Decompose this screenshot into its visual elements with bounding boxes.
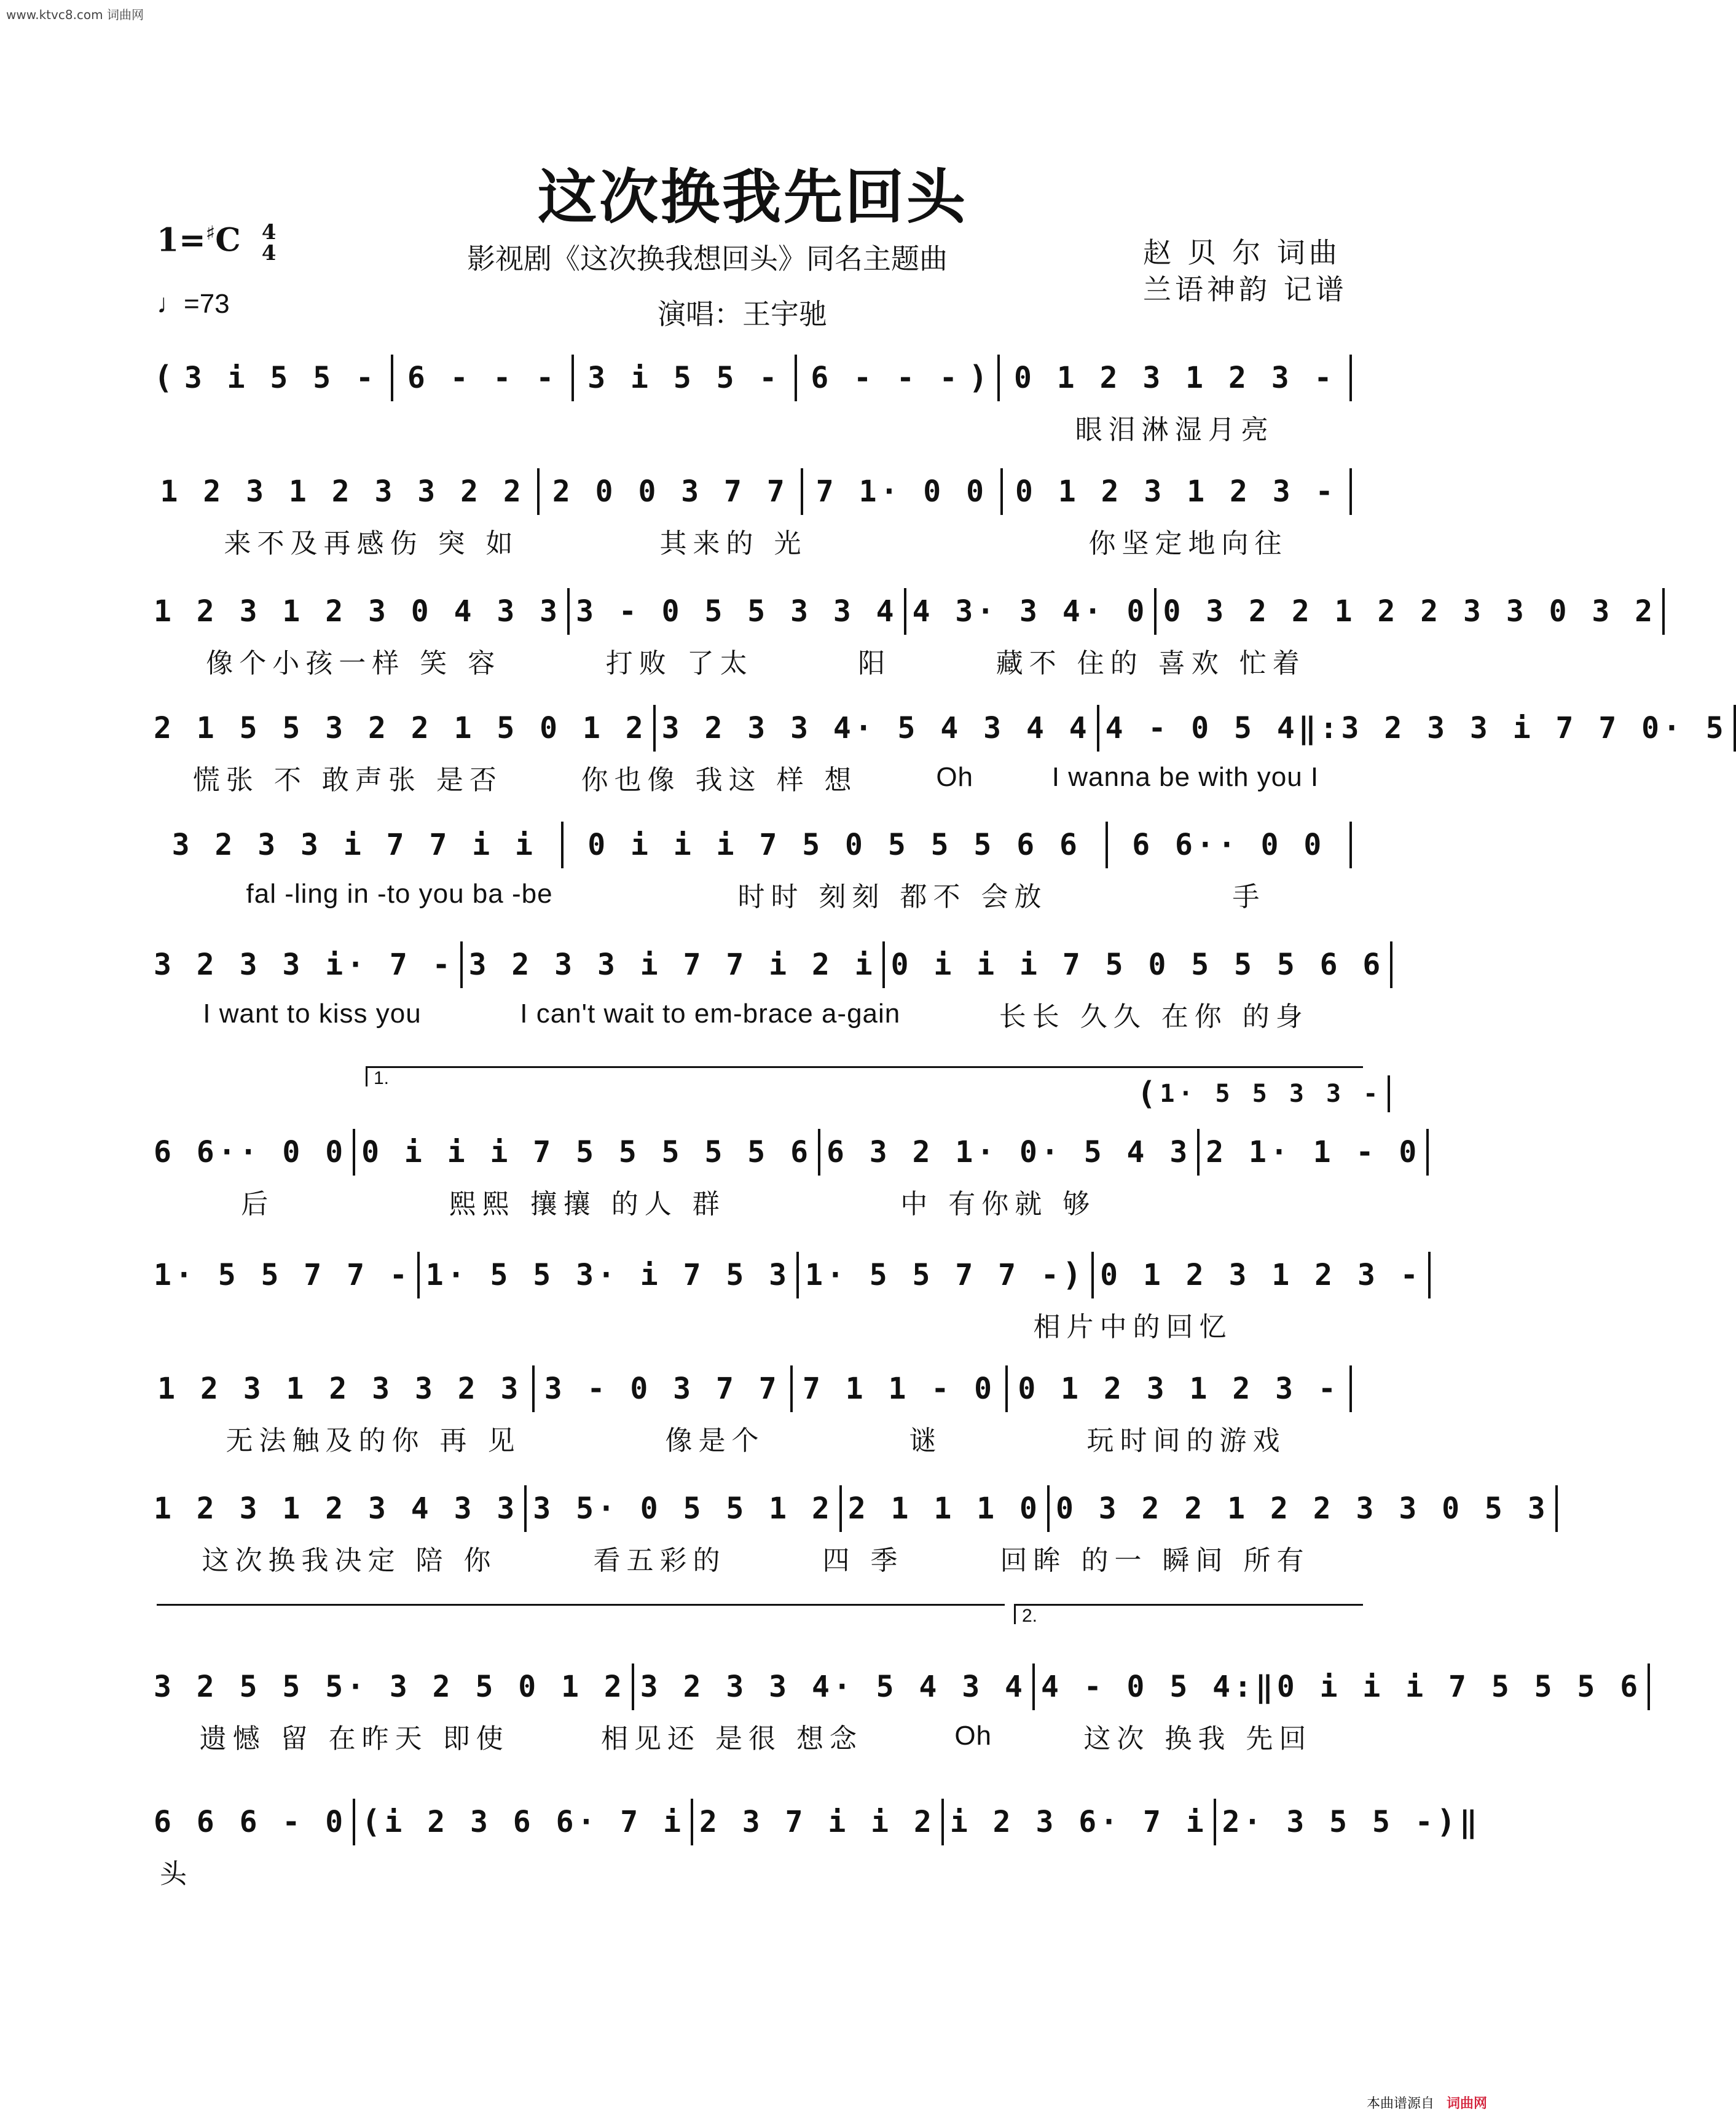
lyrics-row (154, 1714, 1358, 1758)
time-signature-top: 4 (261, 219, 277, 245)
lyric-segment: 四 季 (822, 1545, 904, 1576)
note-group: 6 6·· 0 0 (1132, 828, 1326, 862)
bracket-paren: ( (361, 1804, 385, 1840)
lyrics-row (154, 406, 1358, 449)
note-group: 3 2 3 3 4· 5 4 3 4 4 (661, 711, 1091, 745)
notes-row (154, 464, 1358, 519)
singer-line: 演唱：王宇驰 (658, 297, 827, 331)
barline (537, 468, 540, 515)
barline (353, 1799, 355, 1845)
sharp-sign: ♯ (205, 221, 216, 245)
lyric-segment: 玩时间的游戏 (1086, 1425, 1286, 1456)
barline (653, 705, 656, 752)
lyric-segment: 时时 刻刻 都不 会放 (737, 881, 1048, 913)
notes-row (154, 584, 1657, 639)
notes-row (154, 817, 1358, 873)
lyric-segment: 无法触及的你 再 见 (226, 1425, 521, 1456)
barline (417, 1252, 420, 1298)
note-group: 0 i i i 7 5 0 5 5 5 6 6 (890, 948, 1384, 982)
repeat-start: ‖: (1298, 711, 1341, 745)
note-group: i 2 3 6· 7 i (949, 1805, 1208, 1839)
barline (818, 1129, 820, 1176)
notes-row (154, 350, 1358, 406)
brand-logo: 词曲网 (1446, 2096, 1487, 2111)
score-system (154, 1361, 1358, 1459)
bracket-paren: ( (1137, 1075, 1160, 1112)
barline (882, 941, 885, 988)
barline (691, 1799, 693, 1845)
lyric-segment: 相片中的回忆 (1033, 1311, 1233, 1343)
note-group: 0 3 2 2 1 2 2 3 3 0 3 2 (1163, 594, 1657, 629)
lyric-segment: 这次换我决定 陪 你 (202, 1545, 497, 1576)
note-group: 1 2 3 1 2 3 4 3 3 (154, 1491, 519, 1526)
notes-row (154, 1125, 1421, 1180)
barline (1106, 822, 1108, 868)
lyric-segment: 像个小孩一样 笑 容 (206, 648, 501, 679)
barline (941, 1799, 944, 1845)
footer-source: 本曲谱源自 (1366, 2096, 1434, 2111)
note-group: 0 i i i 7 5 5 5 6 (1276, 1670, 1642, 1704)
note-group: 7 1 1 - 0 (802, 1372, 996, 1406)
barline (1032, 1663, 1035, 1710)
barline (1097, 705, 1099, 752)
barline (391, 355, 393, 401)
lyric-segment: 来不及再感伤 突 如 (224, 528, 519, 559)
barline (524, 1485, 527, 1532)
lyricist-composer-credit: 赵 贝 尔 词曲 (1143, 236, 1341, 269)
transcriber-credit: 兰语神韵 记谱 (1143, 273, 1348, 306)
notes-row (154, 937, 1384, 992)
lyric-segment: 熙熙 攘攘 的人 群 (449, 1188, 726, 1220)
score-system (154, 1659, 1642, 1758)
score-system (154, 464, 1358, 562)
note-group: 4 3· 3 4· 0 (912, 594, 1149, 629)
note-group: 1 2 3 1 2 3 0 4 3 3 (154, 594, 562, 629)
score-system (154, 1075, 1421, 1223)
lyric-segment: I want to kiss you (203, 999, 422, 1029)
barline (1734, 705, 1736, 752)
barline (532, 1365, 535, 1412)
lyric-segment: 像是个 (665, 1425, 765, 1456)
repeat-separator-line (157, 1604, 1005, 1606)
lyric-segment: 慌张 不 敢声张 是否 (192, 764, 503, 796)
note-group: 3 2 3 3 i· 7 - (154, 948, 454, 982)
note-group: 2· 3 5 5 - (1222, 1805, 1437, 1839)
notes-row (154, 701, 1727, 756)
bracket-paren: ) (1062, 1257, 1086, 1294)
time-signature (261, 219, 277, 265)
notes-row (154, 1794, 1481, 1850)
note-group: 2 1 1 1 0 (847, 1491, 1041, 1526)
bracket-paren: ( (154, 359, 177, 396)
note-group: 3 - 0 5 5 3 3 4 (576, 594, 898, 629)
lyrics-row (154, 519, 1358, 562)
note-group: 0 1 2 3 1 2 3 - (1100, 1258, 1422, 1292)
barline (561, 822, 564, 868)
note-group: 0 1 2 3 1 2 3 - (1013, 361, 1336, 395)
note-group: 6 6 6 - 0 (154, 1805, 347, 1839)
lyric-segment: 长长 久久 在你 的身 (999, 1001, 1309, 1032)
barline (801, 468, 803, 515)
barline (1648, 1663, 1650, 1710)
note-group: 3 i 5 5 - (184, 361, 377, 395)
lyric-segment: I can't wait to em-brace a-gain (520, 999, 901, 1029)
lyric-segment: 相见还 是很 想念 (600, 1723, 863, 1754)
note-group: 2 1· 1 - 0 (1206, 1135, 1421, 1169)
tempo-marking: ♩=73 (157, 289, 230, 319)
note-group: 1 2 3 1 2 3 3 2 3 (157, 1372, 522, 1406)
barline (1388, 1075, 1390, 1112)
barline (796, 1252, 799, 1298)
notes-row (154, 1247, 1422, 1303)
lyric-segment: 阳 (858, 648, 892, 679)
barline (1154, 588, 1157, 635)
note-group: 0 i i i 7 5 0 5 5 5 6 6 (587, 828, 1081, 862)
lyric-segment: 眼泪淋湿月亮 (1075, 414, 1275, 446)
note-group: 3 5· 0 5 5 1 2 (533, 1491, 833, 1526)
barline (1390, 941, 1392, 988)
note-group: 4 - 0 5 4 (1040, 1670, 1235, 1704)
barline (571, 355, 574, 401)
site-url[interactable]: www.ktvc8.com 词曲网 (6, 7, 144, 22)
footer-logo[interactable] (1367, 2093, 1487, 2112)
lyric-segment: 你坚定地向往 (1088, 528, 1288, 559)
barline (353, 1129, 355, 1176)
final-barline: ‖ (1459, 1805, 1481, 1839)
note-group: 4 - 0 5 4 (1105, 711, 1298, 745)
note-group: 0 i i i 7 5 5 5 5 5 6 (361, 1135, 812, 1169)
barline (1349, 822, 1352, 868)
bracket-paren: ) (968, 359, 992, 396)
notes-row (154, 1659, 1642, 1714)
note-group: 7 1· 0 0 (815, 474, 988, 509)
note-group: 6 6·· 0 0 (154, 1135, 347, 1169)
note-group: 3 2 3 3 i 7 7 i i (171, 828, 536, 862)
barline (1000, 468, 1003, 515)
lyric-segment: Oh (936, 762, 974, 792)
lyric-segment: 你也像 我这 样 想 (581, 764, 858, 796)
note-group: 3 2 3 3 i 7 7 0· 5 (1341, 711, 1727, 745)
barline (904, 588, 906, 635)
lyrics-row (154, 1850, 1358, 1893)
barline (795, 355, 797, 401)
key-label: 1= (157, 221, 206, 259)
repeat-end: :‖ (1234, 1670, 1277, 1704)
note-group: 3 2 5 5 5· 3 2 5 0 1 2 (154, 1670, 626, 1704)
lyric-segment: 手 (1232, 881, 1266, 913)
lyric-segment: I wanna be with you I (1051, 762, 1319, 792)
score-system (154, 937, 1384, 1035)
score-system (154, 817, 1358, 916)
note-group: 1· 5 5 7 7 - (805, 1258, 1062, 1292)
note-group: 3 2 3 3 4· 5 4 3 4 (640, 1670, 1026, 1704)
note-group: 0 1 2 3 1 2 3 - (1015, 474, 1337, 509)
bracket-paren: ) (1436, 1804, 1459, 1840)
note-group: 0 1 2 3 1 2 3 - (1018, 1372, 1340, 1406)
note-group: 2 1 5 5 3 2 2 1 5 0 1 2 (154, 711, 647, 745)
lyrics-row (154, 1416, 1358, 1459)
barline (1091, 1252, 1094, 1298)
barline (1349, 1365, 1352, 1412)
note-group: 1· 5 5 3· i 7 5 3 (425, 1258, 791, 1292)
lyric-segment: 看五彩的 (593, 1545, 726, 1576)
note-group: 3 - 0 3 7 7 (544, 1372, 780, 1406)
barline (632, 1663, 634, 1710)
lyric-segment: 打败 了太 (605, 648, 753, 679)
lyrics-row (154, 1536, 1358, 1579)
note-group: 2 0 0 3 7 7 (552, 474, 788, 509)
lyric-segment: 遗憾 留 在昨天 即使 (199, 1723, 509, 1754)
barline (790, 1365, 793, 1412)
note-group: 1 2 3 1 2 3 3 2 2 (160, 474, 525, 509)
note-group: 1· 5 5 3 3 - (1160, 1080, 1382, 1108)
score-system (154, 584, 1657, 682)
barline (839, 1485, 842, 1532)
score-system (154, 1794, 1481, 1893)
lyrics-row (154, 1303, 1358, 1346)
barline (1005, 1365, 1008, 1412)
note-group: 6 - - - (811, 361, 961, 395)
lyric-segment: 回眸 的一 瞬间 所有 (1000, 1545, 1310, 1576)
note-group: 1· 5 5 7 7 - (154, 1258, 411, 1292)
note-group: 0 3 2 2 1 2 2 3 3 0 5 3 (1055, 1491, 1549, 1526)
notes-row (154, 1481, 1549, 1536)
score-system (154, 350, 1358, 449)
note-group: 2 3 7 i i 2 (699, 1805, 935, 1839)
barline (1349, 468, 1352, 515)
lyric-segment: fal -ling in -to you ba -be (246, 879, 553, 909)
lyric-segment: 头 (160, 1858, 193, 1890)
score-system (154, 1247, 1422, 1346)
first-ending-bracket: 1. (366, 1066, 1363, 1086)
lyric-segment: 其来的 光 (659, 528, 807, 559)
score-system (154, 1481, 1549, 1579)
song-subtitle: 影视剧《这次换我想回头》同名主题曲 (467, 242, 948, 275)
lyrics-row (154, 873, 1358, 916)
lyric-segment: 中 有你就 够 (900, 1188, 1096, 1220)
barline (460, 941, 463, 988)
lyrics-row (154, 992, 1358, 1035)
barline (1662, 588, 1665, 635)
note-group: 6 3 2 1· 0· 5 4 3 (826, 1135, 1192, 1169)
score-system (154, 701, 1727, 799)
lyrics-row (154, 639, 1358, 682)
notes-row (154, 1361, 1358, 1416)
key-signature (157, 221, 276, 264)
song-title: 这次换我先回头 (538, 162, 968, 232)
note-group: 3 2 3 3 i 7 7 i 2 i (468, 948, 876, 982)
barline (1214, 1799, 1216, 1845)
lyrics-row (154, 1180, 1358, 1223)
barline (1349, 355, 1352, 401)
left-watermark-strip (2, 0, 21, 2117)
key-note: C (215, 221, 241, 259)
note-group: i 2 3 6 6· 7 i (384, 1805, 685, 1839)
note-group: 6 - - - (407, 361, 558, 395)
barline (1426, 1129, 1429, 1176)
barline (1047, 1485, 1050, 1532)
barline (1197, 1129, 1200, 1176)
lyric-segment: 藏不 住的 喜欢 忙着 (996, 648, 1306, 679)
right-watermark-strip (1485, 0, 1503, 2117)
lyrics-row (154, 756, 1358, 799)
lyric-segment: 后 (241, 1188, 275, 1220)
lyric-segment: 谜 (909, 1425, 943, 1456)
note-group: 3 i 5 5 - (587, 361, 781, 395)
barline (1428, 1252, 1431, 1298)
barline (1555, 1485, 1558, 1532)
time-signature-bottom: 4 (261, 240, 277, 265)
barline (567, 588, 570, 635)
second-ending-bracket: 2. (1014, 1604, 1363, 1624)
lyric-segment: 这次 换我 先回 (1083, 1723, 1313, 1754)
lyric-segment: Oh (954, 1721, 992, 1751)
barline (997, 355, 1000, 401)
volta-notes (1137, 1066, 1382, 1121)
